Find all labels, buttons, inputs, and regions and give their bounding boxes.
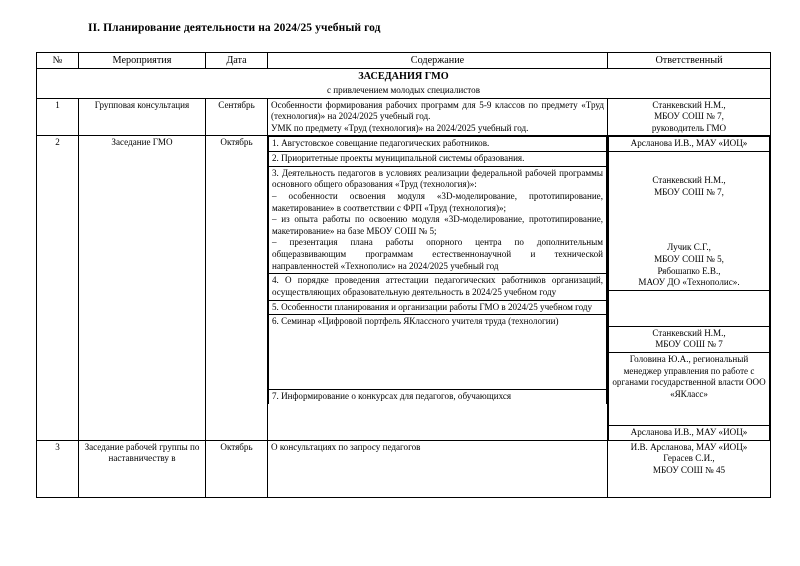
responsible-line: руководитель ГМО — [651, 122, 727, 133]
row-number: 1 — [37, 98, 79, 136]
responsible-line: Арсланова И.В., МАУ «ИОЦ» — [609, 426, 770, 440]
content-item-text: 4. О порядке проведения аттестации педагогических работников организаций, осуществляющих образовательную деятельность в 2024/25 учебном году — [269, 274, 607, 300]
content-item-text: 6. Семинар «Цифровой портфель ЯКлассного учителя труда (технологии) — [269, 315, 607, 390]
section-title: ЗАСЕДАНИЯ ГМО — [358, 70, 449, 82]
responsible-block — [609, 353, 770, 426]
responsible-line: МБОУ СОШ № 45 — [652, 464, 726, 475]
responsible-block-group — [609, 152, 770, 291]
table-row — [37, 98, 771, 136]
row-content — [268, 98, 608, 136]
content-item — [269, 166, 607, 274]
row-event: Заседание рабочей группы по наставничеству в — [79, 440, 206, 497]
content-item-text: 1. Августовское совещание педагогических работников. — [269, 137, 607, 152]
row-date: Сентябрь — [206, 98, 268, 136]
responsible-line: Герасев С.И., — [663, 453, 715, 464]
responsible-line: Головина Ю.А., региональный менеджер управления по работе с органами государственной власти ООО «ЯКласс» — [609, 353, 770, 426]
table-row — [37, 440, 771, 497]
planning-table — [36, 52, 771, 498]
content-item — [269, 274, 607, 300]
content-line: О консультациях по запросу педагогов — [271, 441, 421, 452]
responsible-line: Станкевский Н.М., — [652, 99, 726, 110]
column-header-responsible: Ответственный — [608, 52, 771, 68]
row-content — [268, 440, 608, 497]
row-date: Октябрь — [206, 440, 268, 497]
content-item-text: 7. Информирование о конкурсах для педагогов, обучающихся — [269, 390, 607, 404]
page-title: II. Планирование деятельности на 2024/25 учебный год — [88, 22, 381, 34]
content-subitem: – особенности освоения модуля «3D-моделирование, прототипирование, макетирование» в соответствии с ФРП «Труд (технология)»; — [272, 190, 603, 213]
row-content — [268, 136, 608, 440]
column-header-event: Мероприятия — [79, 52, 206, 68]
responsible-line: И.В. Арсланова, МАУ «ИОЦ» — [630, 441, 748, 452]
section-banner-row — [37, 68, 771, 98]
content-line: УМК по предмету «Труд (технология)» на 2024/2025 учебный год. — [271, 122, 529, 133]
responsible-block-spacer — [609, 290, 770, 326]
content-item — [269, 300, 607, 315]
responsible-block — [609, 290, 770, 326]
responsible-block — [609, 137, 770, 152]
responsible-block — [609, 326, 770, 352]
section-banner — [37, 68, 771, 98]
responsible-line: Станкевский Н.М., — [652, 327, 726, 338]
responsible-line: МБОУ СОШ № 7, — [654, 111, 724, 122]
row-responsible — [608, 440, 771, 497]
content-item-text: 5. Особенности планирования и организации работы ГМО в 2024/25 учебном году — [269, 300, 607, 315]
row-responsible — [608, 136, 771, 440]
responsible-line: МБОУ СОШ № 5, — [654, 253, 724, 264]
responsible-line: Арсланова И.В., МАУ «ИОЦ» — [609, 137, 770, 152]
responsible-block — [609, 426, 770, 440]
row-number: 2 — [37, 136, 79, 440]
responsible-block — [609, 152, 770, 291]
content-item — [269, 137, 607, 152]
row-date: Октябрь — [206, 136, 268, 440]
table-row — [37, 136, 771, 440]
responsible-line: МБОУ СОШ № 7 — [655, 339, 723, 350]
responsible-line: Рябошапко Е.В., — [657, 265, 721, 276]
responsible-blocks-table — [608, 136, 770, 439]
content-item — [269, 390, 607, 404]
content-subitem: – презентация плана работы опорного центра по дополнительным общеразвивающим программам естественнонаучной и технической направленностей «Технополис» на 2024/2025 учебный год — [272, 237, 603, 271]
row-responsible — [608, 98, 771, 136]
content-item-text: 2. Приоритетные проекты муниципальной системы образования. — [269, 152, 607, 167]
content-item-text: 3. Деятельность педагогов в условиях реализации федеральной рабочей программы основного общего образования «Труд (технология)»: — [272, 167, 603, 190]
row-number: 3 — [37, 440, 79, 497]
responsible-line: МАОУ ДО «Технополис». — [638, 277, 740, 288]
responsible-line: Лучик С.Г., — [667, 242, 711, 253]
column-header-number: № — [37, 52, 79, 68]
content-item — [269, 315, 607, 390]
content-line: Особенности формирования рабочих программ для 5-9 классов по предмету «Труд (технология)» на 2024/2025 учебный год. — [271, 99, 604, 122]
table-header-row — [37, 52, 771, 68]
responsible-line: МБОУ СОШ № 7, — [654, 186, 724, 197]
content-item — [269, 152, 607, 167]
column-header-content: Содержание — [268, 52, 608, 68]
responsible-block-group — [609, 326, 770, 352]
content-item-group — [269, 166, 607, 274]
column-header-date: Дата — [206, 52, 268, 68]
row-event: Групповая консультация — [79, 98, 206, 136]
content-subitem: – из опыта работы по освоению модуля «3D-моделирование, прототипирование, макетирование» на базе МБОУ СОШ № 5; — [272, 214, 603, 236]
row-event: Заседание ГМО — [79, 136, 206, 440]
responsible-line: Станкевский Н.М., — [652, 175, 726, 186]
section-subtitle: с привлечением молодых специалистов — [326, 84, 480, 95]
content-items-table — [268, 136, 607, 403]
